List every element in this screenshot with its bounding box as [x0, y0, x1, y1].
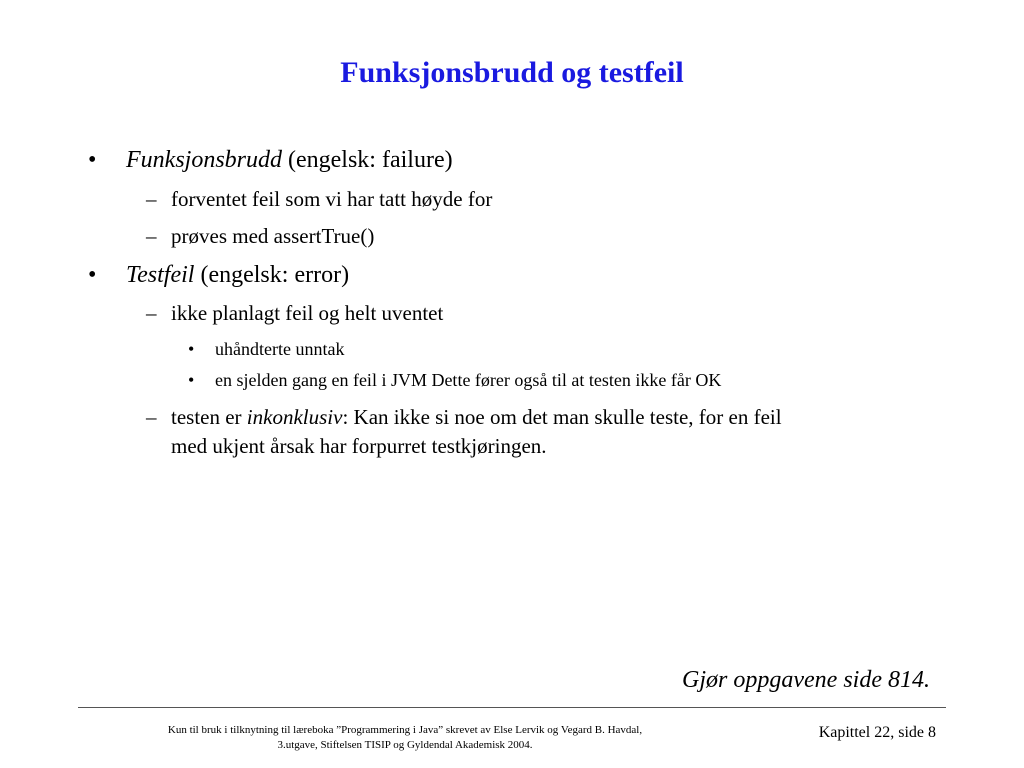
- page-label: Kapittel 22, side 8: [818, 724, 936, 741]
- bullet-marker: •: [88, 262, 97, 288]
- footer-credit: [150, 723, 660, 753]
- term-inkonklusiv: inkonklusiv: [246, 405, 343, 429]
- term-funksjonsbrudd: Funksjonsbrudd: [126, 147, 282, 173]
- bullet-marker: •: [88, 147, 97, 173]
- subitem-inkonklusiv-line2: med ukjent årsak har forpurret testkjøringen.: [171, 434, 547, 458]
- term-testfeil: Testfeil: [126, 262, 195, 288]
- dash-marker: –: [146, 224, 157, 248]
- subsubitem-text: en sjelden gang en feil i JVM Dette fører også til at testen ikke får OK: [215, 370, 722, 390]
- footer-divider: [78, 707, 946, 708]
- dash-marker: –: [146, 405, 157, 429]
- bullet-text: (engelsk: failure): [282, 147, 453, 173]
- footer-credit-line: 3.utgave, Stiftelsen TISIP og Gyldendal Akademisk 2004.: [277, 739, 533, 751]
- subsubitem-text: uhåndterte unntak: [215, 339, 345, 359]
- subitem-text: ikke planlagt feil og helt uventet: [171, 301, 444, 325]
- exercise-note: Gjør oppgavene side 814.: [682, 667, 930, 693]
- subitem-text: prøves med assertTrue(): [171, 224, 375, 248]
- dash-marker: –: [146, 187, 157, 211]
- slide-title: Funksjonsbrudd og testfeil: [340, 56, 684, 89]
- subitem-text: testen er: [171, 405, 247, 429]
- bullet-marker: •: [188, 370, 195, 390]
- subitem-text: forventet feil som vi har tatt høyde for: [171, 187, 493, 211]
- subitem-text: : Kan ikke si noe om det man skulle teste, for en feil: [342, 405, 782, 429]
- dash-marker: –: [146, 301, 157, 325]
- bullet-marker: •: [188, 339, 195, 359]
- bullet-text: (engelsk: error): [194, 262, 350, 288]
- footer-credit-line: Kun til bruk i tilknytning til læreboka ”Programmering i Java” skrevet av Else Lervik og Vegard B. Havdal,: [167, 724, 643, 736]
